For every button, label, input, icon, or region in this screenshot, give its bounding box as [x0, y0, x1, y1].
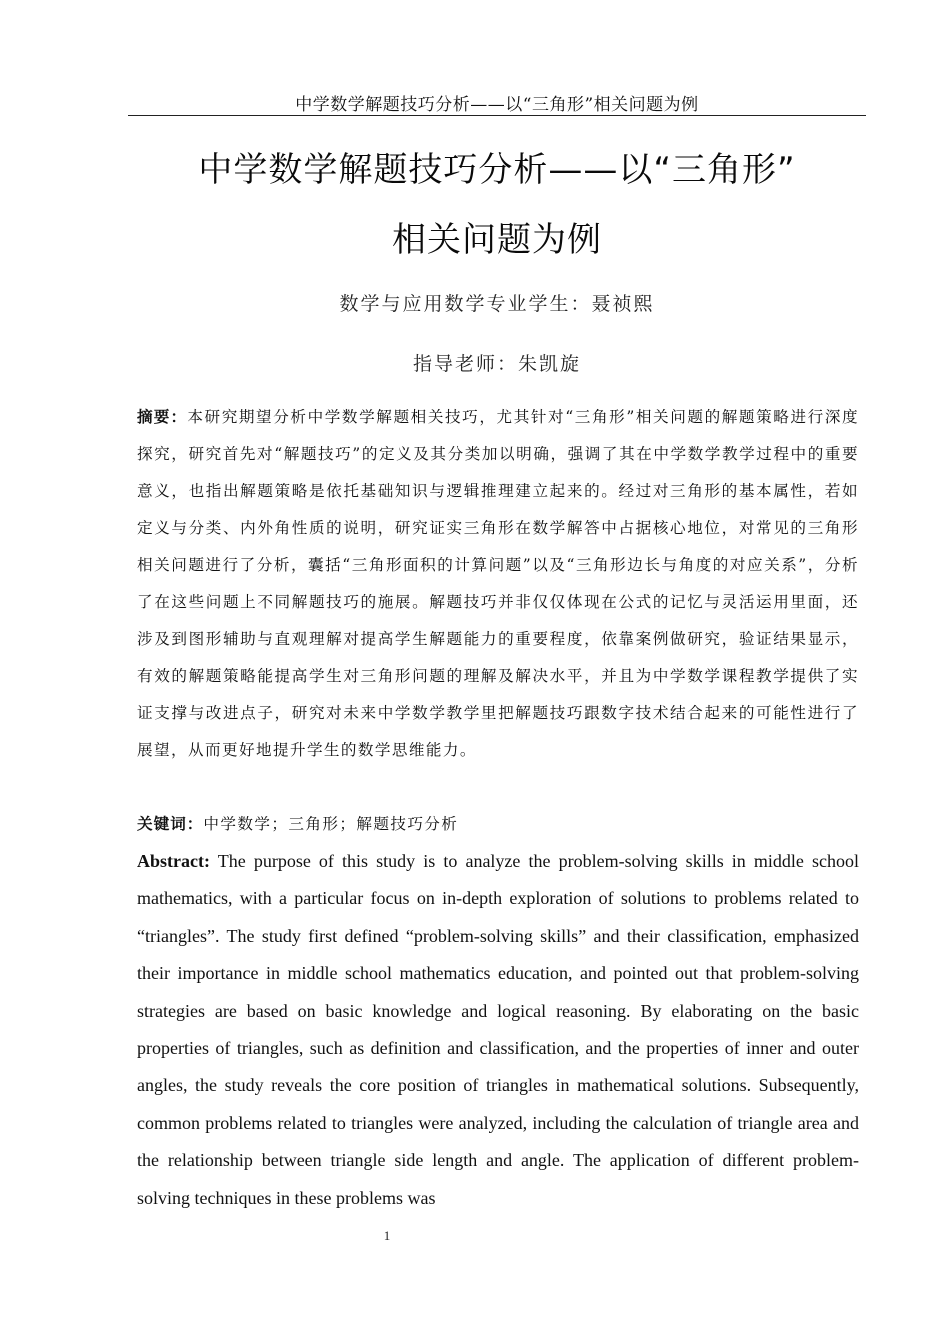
chinese-abstract-label: 摘要： — [137, 408, 188, 426]
keywords — [137, 812, 859, 834]
running-header: 中学数学解题技巧分析——以“三角形”相关问题为例 — [295, 95, 699, 115]
header-rule — [128, 115, 866, 116]
paper-title-line-2: 相关问题为例 — [392, 220, 602, 260]
keywords-text: 中学数学；三角形；解题技巧分析 — [203, 815, 459, 833]
advisor-line: 指导老师：朱凯旋 — [412, 353, 581, 375]
chinese-abstract-text: 本研究期望分析中学数学解题相关技巧，尤其针对“三角形”相关问题的解题策略进行深度探究，研究首先对“解题技巧”的定义及其分类加以明确，强调了其在中学数学教学过程中的重要意义，也指出解题策略是依托基础知识与逻辑推理建立起来的。经过对三角形的基本属性，若如定义与分类、内外角性质的说明，研究证实三角形在数学解答中占据核心地位，对常见的三角形相关问题进行了分析，囊括“三角形面积的计算问题”以及“三角形边长与角度的对应关系”，分析了在这些问题上不同解题技巧的施展。解题技巧并非仅仅体现在公式的记忆与灵活运用里面，还涉及到图形辅助与直观理解对提高学生解题能力的重要程度，依靠案例做研究，验证结果显示，有效的解题策略能提高学生对三角形问题的理解及解决水平，并且为中学数学课程教学提供了实证支撑与改进点子，研究对未来中学数学教学里把解题技巧跟数字技术结合起来的可能性进行了展望，从而更好地提升学生的数学思维能力。 — [137, 408, 859, 759]
english-abstract-text: The purpose of this study is to analyze the problem-solving skills in middle school mathematics, with a particular focus on in-depth exploration of solutions to problems related to “triangles”. The study first defined “problem-solving skills” and their classification, emphasized their importance in middle school mathematics education, and pointed out that problem-solving strategies are based on basic knowledge and logical reasoning. By elaborating on the basic properties of triangles, such as definition and classification, and the properties of inner and outer angles, the study reveals the core position of triangles in mathematical solutions. Subsequently, common problems related to triangles were analyzed, including the calculation of triangle area and the relationship between triangle side length and angle. The application of different problem-solving techniques in these problems was — [137, 851, 859, 1208]
english-abstract-label: Abstract: — [137, 851, 210, 871]
chinese-abstract — [137, 399, 859, 769]
english-abstract — [137, 843, 859, 1217]
keywords-label: 关键词： — [137, 815, 204, 833]
paper-title-line-1: 中学数学解题技巧分析——以“三角形” — [198, 150, 796, 190]
author-line: 数学与应用数学专业学生：聂祯熙 — [339, 293, 655, 315]
page-number: 1 — [383, 1228, 391, 1243]
